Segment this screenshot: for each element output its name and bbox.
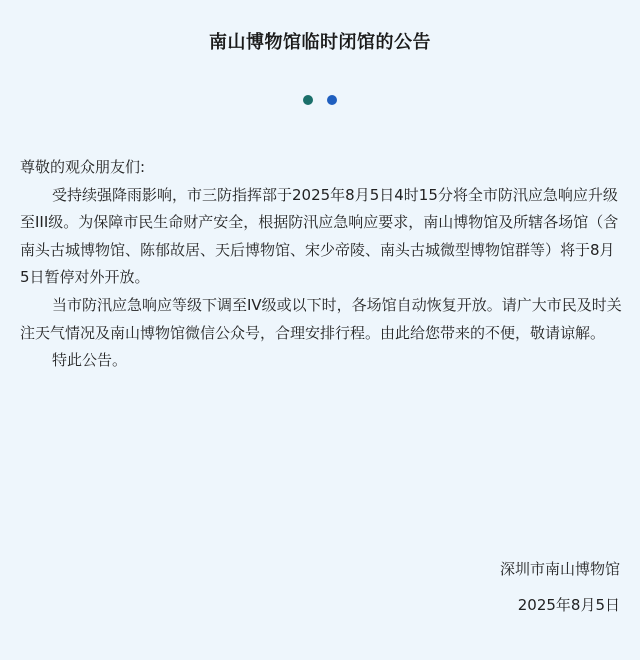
paragraph-closing: 特此公告。: [52, 351, 128, 370]
notice-body: [20, 154, 624, 375]
blue-dot-icon: [327, 95, 337, 105]
green-dot-icon: [303, 95, 313, 105]
paragraph-reopening: 当市防汛应急响应等级下调至IV级或以下时，各场馆自动恢复开放。请广大市民及时关注天气情况及南山博物馆微信公众号，合理安排行程。由此给您带来的不便，敬请谅解。: [20, 295, 622, 342]
signature-org: 深圳市南山博物馆: [499, 560, 620, 578]
paragraph-closure: 受持续强降雨影响，市三防指挥部于2025年8月5日4时15分将全市防汛应急响应升级至III级。为保障市民生命财产安全，根据防汛应急响应要求，南山博物馆及所辖各场馆（含南头古城博物馆、陈郁故居、天后博物馆、宋少帝陵、南头古城微型博物馆群等）将于8月5日暂停对外开放。: [20, 185, 619, 287]
signature-date: 2025年8月5日: [517, 596, 620, 614]
notice-title: 南山博物馆临时闭馆的公告: [209, 32, 431, 53]
signature-block: [500, 551, 620, 623]
decorative-dots: [0, 95, 640, 105]
greeting: 尊敬的观众朋友们:: [20, 158, 146, 176]
